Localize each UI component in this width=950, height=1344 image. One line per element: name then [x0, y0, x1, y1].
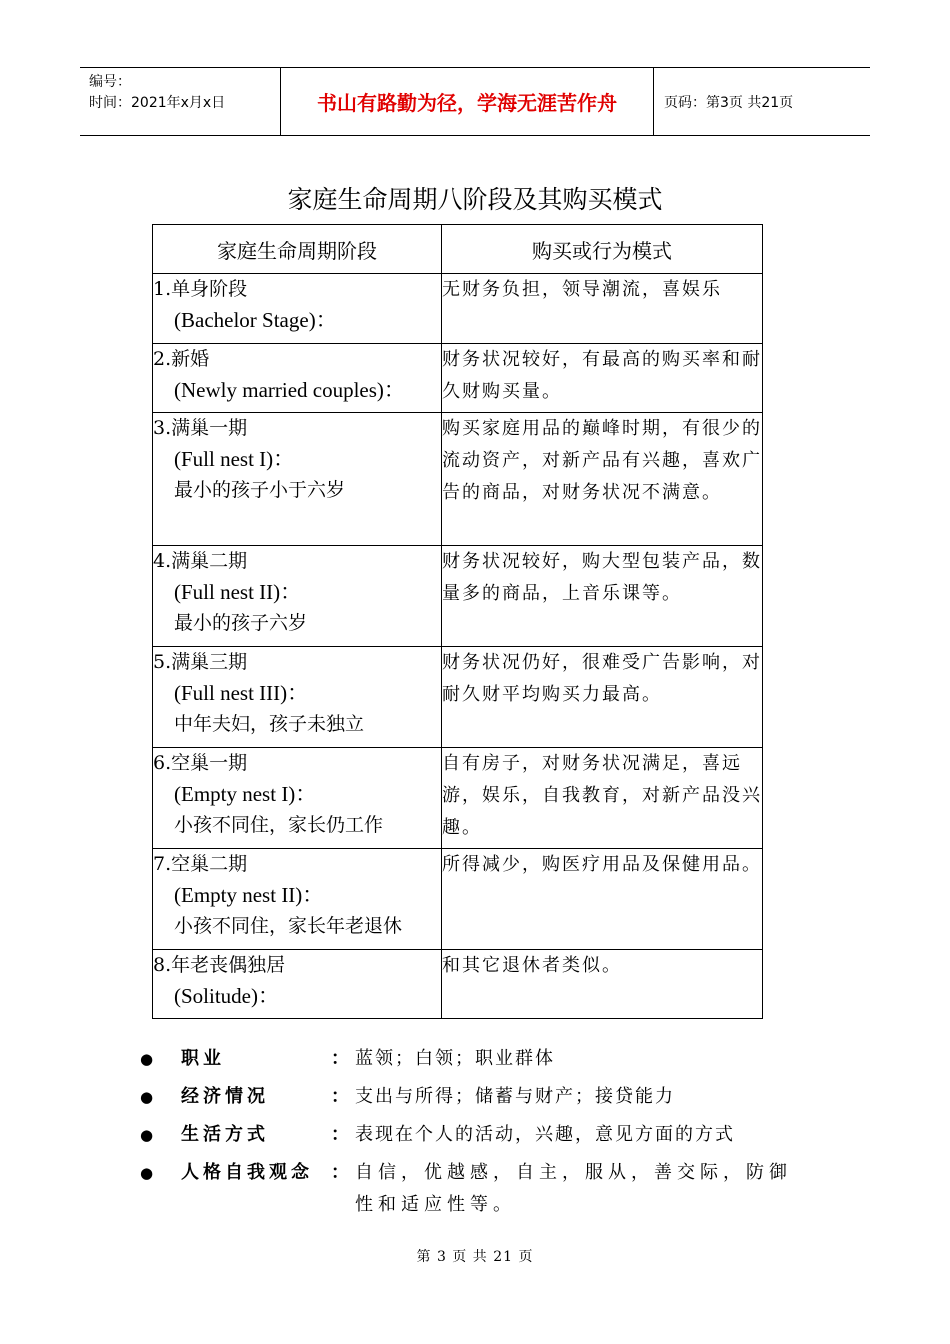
- attribute-label: 人格自我观念: [181, 1162, 313, 1183]
- stage-english-name: (Bachelor Stage)：: [174, 308, 337, 332]
- stage-name: 1.单身阶段: [153, 278, 248, 300]
- stage-cell: [153, 748, 442, 849]
- bullet-icon: ●: [140, 1126, 154, 1144]
- attribute-colon: ：: [331, 1162, 349, 1183]
- stage-cell: [153, 849, 442, 950]
- lifecycle-table: [152, 224, 763, 1019]
- attribute-value: 支出与所得；储蓄与财产；接贷能力: [355, 1086, 675, 1107]
- stage-cell: [153, 950, 442, 1019]
- attribute-label: 经济情况: [181, 1086, 269, 1107]
- stage-english-name: (Newly married couples)：: [174, 378, 405, 402]
- column-header-mode: 购买或行为模式: [442, 225, 763, 274]
- attribute-item: [140, 1081, 800, 1113]
- stage-cell: [153, 647, 442, 748]
- behavior-cell: 购买家庭用品的巅峰时期，有很少的流动资产，对新产品有兴趣，喜欢广告的商品，对财务状况不满意。: [442, 413, 763, 546]
- table-row: [153, 950, 763, 1019]
- header-page-info: 页码：第3页 共21页: [664, 94, 794, 111]
- document-title: 家庭生命周期八阶段及其购买模式: [287, 185, 663, 214]
- attribute-value: 表现在个人的活动，兴趣，意见方面的方式: [355, 1124, 735, 1145]
- attribute-colon: ：: [331, 1086, 349, 1107]
- stage-note: 最小的孩子六岁: [174, 612, 308, 634]
- attribute-label: 职业: [181, 1048, 225, 1069]
- stage-english-name: (Empty nest I)：: [174, 782, 317, 806]
- behavior-cell: 财务状况较好，有最高的购买率和耐久财购买量。: [442, 344, 763, 413]
- bullet-icon: ●: [140, 1088, 154, 1106]
- stage-note: 中年夫妇，孩子未独立: [174, 713, 365, 735]
- stage-name: 8.年老丧偶独居: [153, 954, 286, 976]
- behavior-cell: 财务状况较好，购大型包装产品，数量多的商品，上音乐课等。: [442, 546, 763, 647]
- time-label: 时间：2021年x月x日: [89, 95, 226, 111]
- stage-cell: [153, 344, 442, 413]
- stage-name: 5.满巢三期: [153, 651, 248, 673]
- behavior-cell: 无财务负担，领导潮流，喜娱乐: [442, 274, 763, 344]
- attribute-colon: ：: [331, 1048, 349, 1069]
- table-row: [153, 413, 763, 546]
- attribute-item: [140, 1043, 800, 1075]
- stage-note: 小孩不同住，家长仍工作: [174, 814, 384, 836]
- page-footer: 第 3 页 共 21 页: [416, 1249, 534, 1265]
- stage-name: 3.满巢一期: [153, 417, 248, 439]
- header-motto: 书山有路勤为径，学海无涯苦作舟: [281, 68, 654, 135]
- bullet-icon: ●: [140, 1050, 154, 1068]
- attribute-item: [140, 1119, 800, 1151]
- page-header: [80, 67, 870, 136]
- attribute-item: [140, 1157, 800, 1221]
- bullet-icon: ●: [140, 1164, 154, 1182]
- behavior-cell: 和其它退休者类似。: [442, 950, 763, 1019]
- behavior-cell: 财务状况仍好，很难受广告影响，对耐久财平均购买力最高。: [442, 647, 763, 748]
- behavior-cell: 所得减少，购医疗用品及保健用品。: [442, 849, 763, 950]
- stage-note: 最小的孩子小于六岁: [174, 479, 346, 501]
- stage-english-name: (Empty nest II)：: [174, 883, 324, 907]
- stage-english-name: (Full nest I)：: [174, 447, 295, 471]
- table-row: [153, 274, 763, 344]
- stage-name: 7.空巢二期: [153, 853, 248, 875]
- attribute-value: 自信，优越感，自主，服从，善交际，防御性和适应性等。: [355, 1162, 792, 1215]
- stage-name: 4.满巢二期: [153, 550, 248, 572]
- attribute-value: 蓝领；白领；职业群体: [355, 1048, 555, 1069]
- table-row: [153, 647, 763, 748]
- attribute-colon: ：: [331, 1124, 349, 1145]
- stage-cell: [153, 546, 442, 647]
- table-row: [153, 849, 763, 950]
- stage-cell: [153, 274, 442, 344]
- header-meta: [80, 68, 281, 135]
- stage-english-name: (Full nest III)：: [174, 681, 309, 705]
- table-header-row: [153, 225, 763, 274]
- column-header-stage: 家庭生命周期阶段: [153, 225, 442, 274]
- number-label: 编号：: [89, 74, 131, 90]
- table-row: [153, 344, 763, 413]
- stage-english-name: (Full nest II)：: [174, 580, 302, 604]
- stage-note: 小孩不同住，家长年老退休: [174, 915, 403, 937]
- table-row: [153, 546, 763, 647]
- table-row: [153, 748, 763, 849]
- stage-name: 2.新婚: [153, 348, 210, 370]
- attribute-list: [140, 1043, 800, 1227]
- stage-english-name: (Solitude)：: [174, 984, 279, 1008]
- stage-name: 6.空巢一期: [153, 752, 248, 774]
- behavior-cell: 自有房子，对财务状况满足，喜远游，娱乐，自我教育，对新产品没兴趣。: [442, 748, 763, 849]
- stage-cell: [153, 413, 442, 546]
- attribute-label: 生活方式: [181, 1124, 269, 1145]
